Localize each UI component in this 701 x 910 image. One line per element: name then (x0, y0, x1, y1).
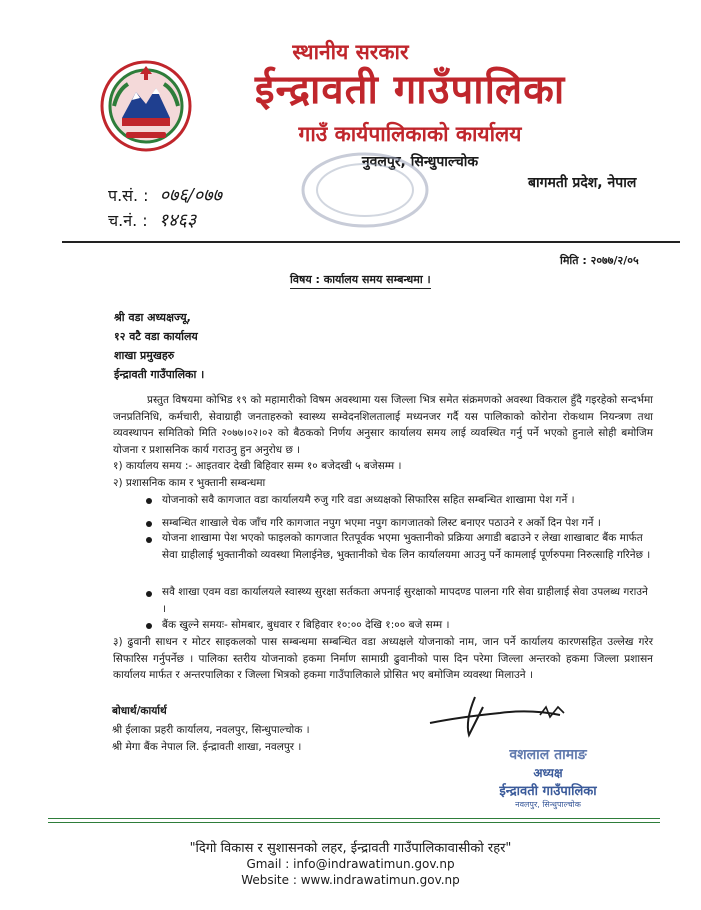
cc-heading: बोधार्थ/कार्यार्थ (112, 705, 167, 717)
addressee-line: श्री वडा अध्यक्षज्यू, (114, 311, 191, 324)
signatory-name: वशलाल तामाङ (509, 747, 587, 763)
bullet-marker (146, 591, 152, 597)
bullet-item: सवै शाखा एवम वडा कार्यालयले स्वास्थ्य सुरक्षा सर्तकता अपनाई सुरक्षाको मापदण्ड पालना गरि सेवा ग्राहीलाई सेवा उपलब्ध गराउने । (162, 586, 648, 615)
cn-value: १४६३ (158, 210, 197, 231)
local-government-label: स्थानीय सरकार (292, 40, 409, 64)
addressee-line: ईन्द्रावती गाउँपालिका । (114, 368, 205, 381)
bullet-item: योजना शाखामा पेश भएको फाइलको कागजात रितपूर्वक भएमा भुक्तानीको प्रक्रिया अगाडी बढाउने र लेखा शाखाबाट बैंक मार्फत सेवा ग्राहीलाई भुक्तानीको व्यवस्था मिलाईनेछ, भुक्तानीको चेक लिन कार्यालयमा आउनु पर्ने कामलाई पूर्णरुपमा निरुत्साहि गरिनेछ । (162, 532, 651, 561)
letter-subject: विषय : कार्यालय समय सम्बन्धमा । (290, 272, 431, 289)
addressee-line: शाखा प्रमुखहरु (114, 349, 175, 362)
municipality-logo (100, 60, 192, 152)
signatory-office: ईन्द्रावती गाउँपालिका (499, 784, 597, 799)
bullet-marker (146, 521, 152, 527)
footer-divider (48, 822, 660, 823)
reference-ps (108, 183, 222, 207)
bullet-item: योजनाको सवै कागजात वडा कार्यालयमै रुजु गरि वडा अध्यक्षको सिफारिस सहित सम्बन्धित शाखामा पेश गर्ने । (162, 494, 575, 506)
bullet-item: बैंक खुल्ने समयः- सोमबार, बुधवार र बिहिवार १०:०० देखि १:०० बजे सम्म । (162, 619, 450, 631)
bullet-marker (146, 498, 152, 504)
footer-divider (48, 818, 660, 819)
cc-line: श्री ईलाका प्रहरी कार्यालय, नवलपुर, सिन्धुपाल्चोक । (112, 724, 310, 736)
cc-line: श्री मेगा बैंक नेपाल लि. ईन्द्रावती शाखा, नवलपुर । (112, 741, 302, 753)
reference-cn (108, 208, 196, 232)
signature-stamp (468, 745, 628, 810)
bullet-item: सम्बन्धित शाखाले चेक जाँच गरि कागजात नपुग भएमा नपुग कागजातको लिस्ट बनाएर पठाउने र अर्को दिन पेश गर्ने । (162, 517, 601, 529)
body-paragraph: प्रस्तुत विषयमा कोभिड १९ को महामारीको विषम अवस्थामा यस जिल्ला भित्र समेत संक्रमणको अवस्था विकराल हुँदै गइरहेको सन्दर्भमा जनप्रतिनिधि, कर्मचारी, सेवाग्राही जनताहरुको स्वास्थ्य सम्वेदनशिलतालाई मध्यनजर गर्दै यस पालिकाको कोरोना रोकथाम नियन्त्रण तथा व्यवस्थापन समितिको मिति २०७७।०२।०२ को बैठकको निर्णय अनुसार कार्यालय समय लाई व्यवस्थित गर्नु पर्ने भएको हुनाले सोही बमोजिम योजना र प्रशासनिक कार्य गराउनु हुन अनुरोध छ । (113, 394, 653, 456)
office-subtitle: गाउँ कार्यपालिकाको कार्यालय (298, 122, 522, 146)
addressee-block (114, 308, 204, 384)
cn-label: च.नं. : (108, 211, 148, 230)
header-divider (62, 241, 680, 243)
office-address: नुवलपुर, सिन्धुपाल्चोक (361, 154, 479, 170)
signatory-title: अध्यक्ष (533, 766, 563, 780)
office-name: ईन्द्रावती गाउँपालिका (254, 67, 566, 113)
addressee-line: १२ वटै वडा कार्यालय (114, 330, 198, 343)
bullet-marker (146, 537, 152, 543)
province: बागमती प्रदेश, नेपाल (528, 175, 637, 191)
footer-motto: "दिगो विकास र सुशासनको लहर, ईन्द्रावती गाउँपालिकावासीको रहर" (189, 841, 512, 856)
item-admin-payment: २) प्रशासनिक काम र भुक्तानी सम्बन्धमा (113, 477, 266, 489)
ps-label: प.सं. : (108, 186, 149, 205)
footer-email: Gmail : info@indrawatimun.gov.np (246, 857, 455, 871)
item-transport-pass: ३) ढुवानी साधन र मोटर साइकलको पास सम्बन्धमा सम्बन्धित वडा अध्यक्षले योजनाको नाम, जान पर्ने कार्यालय कारणसहित उल्लेख गरेर सिफारिस गर्नुपर्नेछ । पालिका स्तरीय योजनाको हकमा निर्माण सामाग्री ढुवानीको पास दिन परेमा जिल्ला अन्तरको हकमा जिल्ला प्रशासन कार्यालय मार्फत र अन्तरपालिका र जिल्ला भित्रको हकमा गाउँपालिकाले प्रोसित भए बमोजिम व्यवस्था मिलाउने । (113, 636, 653, 681)
signature-scribble (420, 685, 590, 745)
bullet-marker (146, 623, 152, 629)
ps-value: ०७६/०७७ (159, 185, 222, 206)
footer-website: Website : www.indrawatimun.gov.np (241, 873, 460, 887)
office-stamp (300, 150, 430, 230)
letter-date: मिति : २०७७/२/०५ (560, 254, 639, 267)
item-office-hours: १) कार्यालय समय :- आइतवार देखी बिहिवार सम्म १० बजेदखी ५ बजेसम्म । (113, 460, 402, 472)
signatory-place: नवलपुर, सिन्धुपाल्चोक (515, 800, 581, 809)
